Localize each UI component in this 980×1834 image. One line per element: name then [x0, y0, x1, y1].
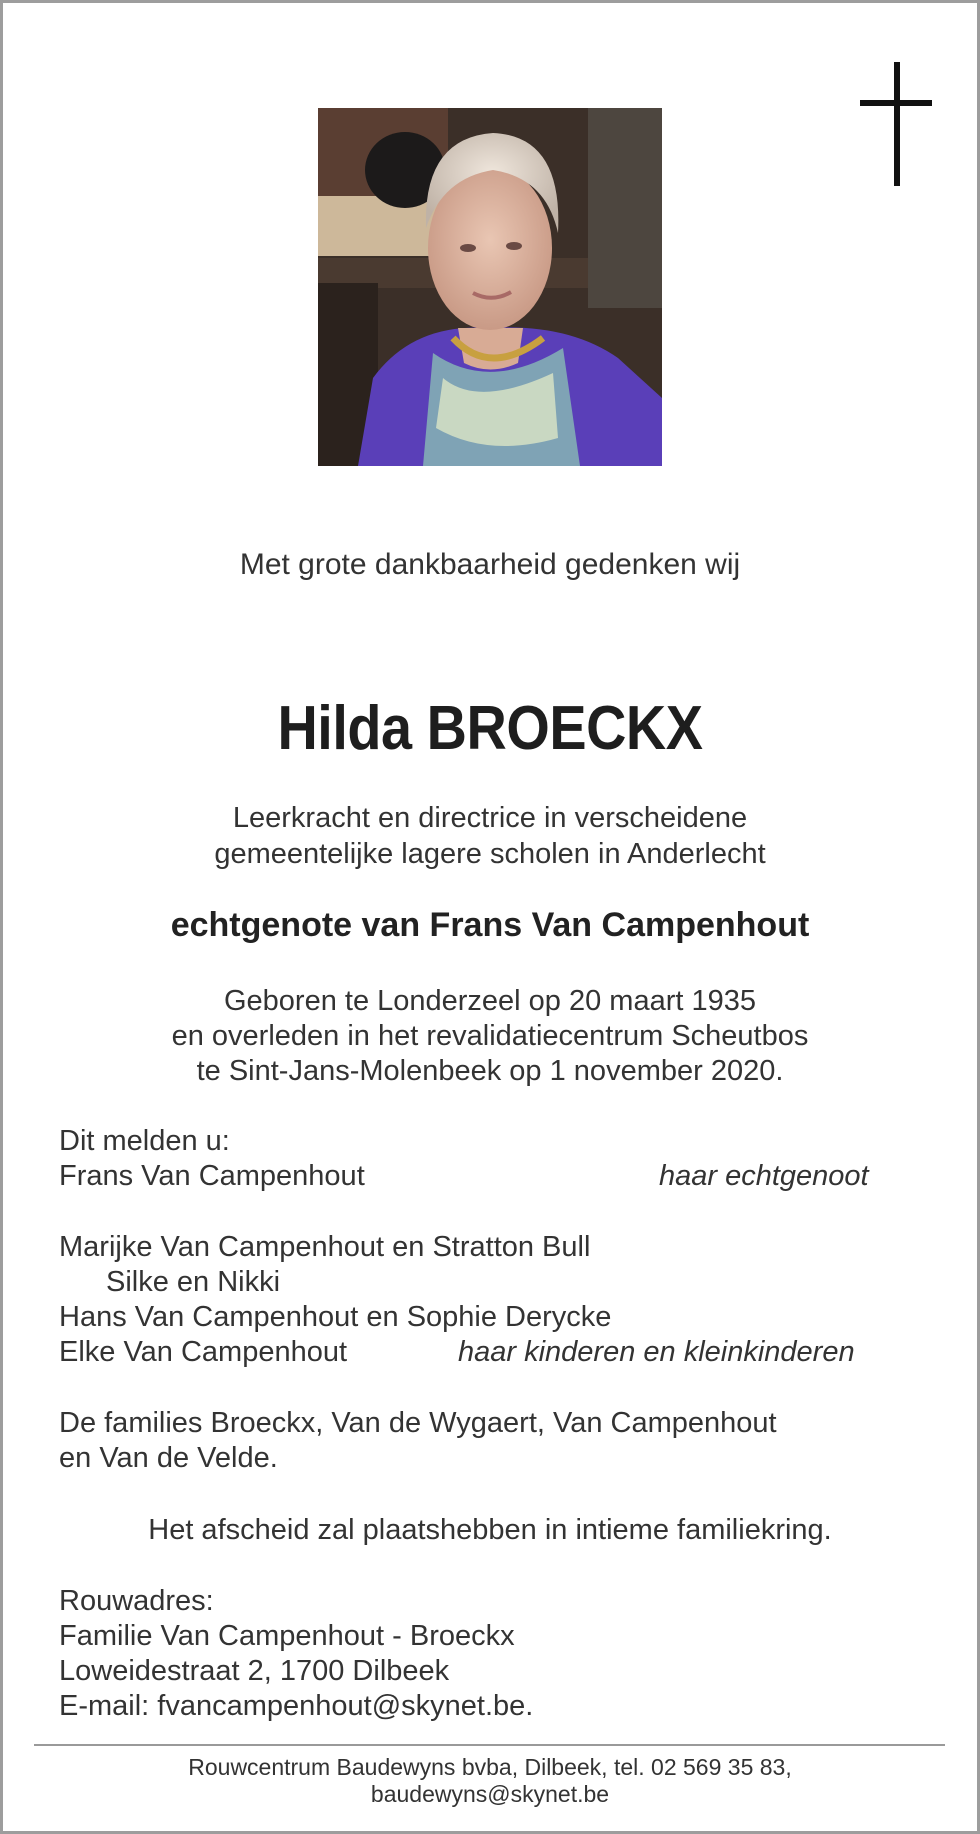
address-heading: Rouwadres: [59, 1585, 214, 1617]
deceased-name: Hilda BROECKX [277, 694, 703, 763]
relative-row: Marijke Van Campenhout en Stratton Bull [59, 1231, 591, 1263]
address-line: Familie Van Campenhout - Broeckx [59, 1620, 515, 1652]
footer [0, 1754, 980, 1808]
children-list [59, 1230, 855, 1370]
occupation-line: Leerkracht en directrice in verscheidene [232, 802, 748, 834]
relative-row [59, 1335, 855, 1370]
footer-line: baudewyns@skynet.be [370, 1781, 610, 1807]
relative-role: haar kinderen en kleinkinderen [458, 1336, 855, 1368]
farewell-note: Het afscheid zal plaatshebben in intieme familiekring. [148, 1514, 832, 1546]
announce-heading: Dit melden u: [59, 1125, 230, 1157]
families [59, 1406, 777, 1476]
address-line: Loweidestraat 2, 1700 Dilbeek [59, 1655, 450, 1687]
email-line: E-mail: fvancampenhout@skynet.be. [59, 1690, 534, 1722]
families-line: De families Broeckx, Van de Wygaert, Van Campenhout [59, 1407, 777, 1439]
intro-text: Met grote dankbaarheid gedenken wij [239, 548, 741, 581]
birth-death-info [0, 984, 980, 1089]
relative-row [59, 1159, 869, 1194]
grandchildren-row: Silke en Nikki [106, 1266, 281, 1298]
spouse-line: echtgenote van Frans Van Campenhout [170, 906, 810, 944]
occupation [0, 800, 980, 872]
relative-role: haar echtgenoot [659, 1160, 869, 1192]
occupation-line: gemeentelijke lagere scholen in Anderlecht [214, 838, 766, 870]
portrait-photo [318, 108, 662, 466]
cross-icon [860, 62, 932, 186]
mourning-address [59, 1584, 533, 1724]
announcement [59, 1124, 869, 1194]
birth-line: en overleden in het revalidatiecentrum Scheutbos [171, 1020, 809, 1052]
families-line: en Van de Velde. [59, 1442, 278, 1474]
relative-row: Hans Van Campenhout en Sophie Derycke [59, 1301, 612, 1333]
birth-line: Geboren te Londerzeel op 20 maart 1935 [223, 985, 757, 1017]
relative-name: Frans Van Campenhout [59, 1160, 365, 1192]
birth-line: te Sint-Jans-Molenbeek op 1 november 2020. [196, 1055, 784, 1087]
footer-line: Rouwcentrum Baudewyns bvba, Dilbeek, tel. 02 569 35 83, [188, 1754, 792, 1780]
footer-divider [34, 1744, 945, 1746]
relative-name: Elke Van Campenhout [59, 1336, 348, 1368]
